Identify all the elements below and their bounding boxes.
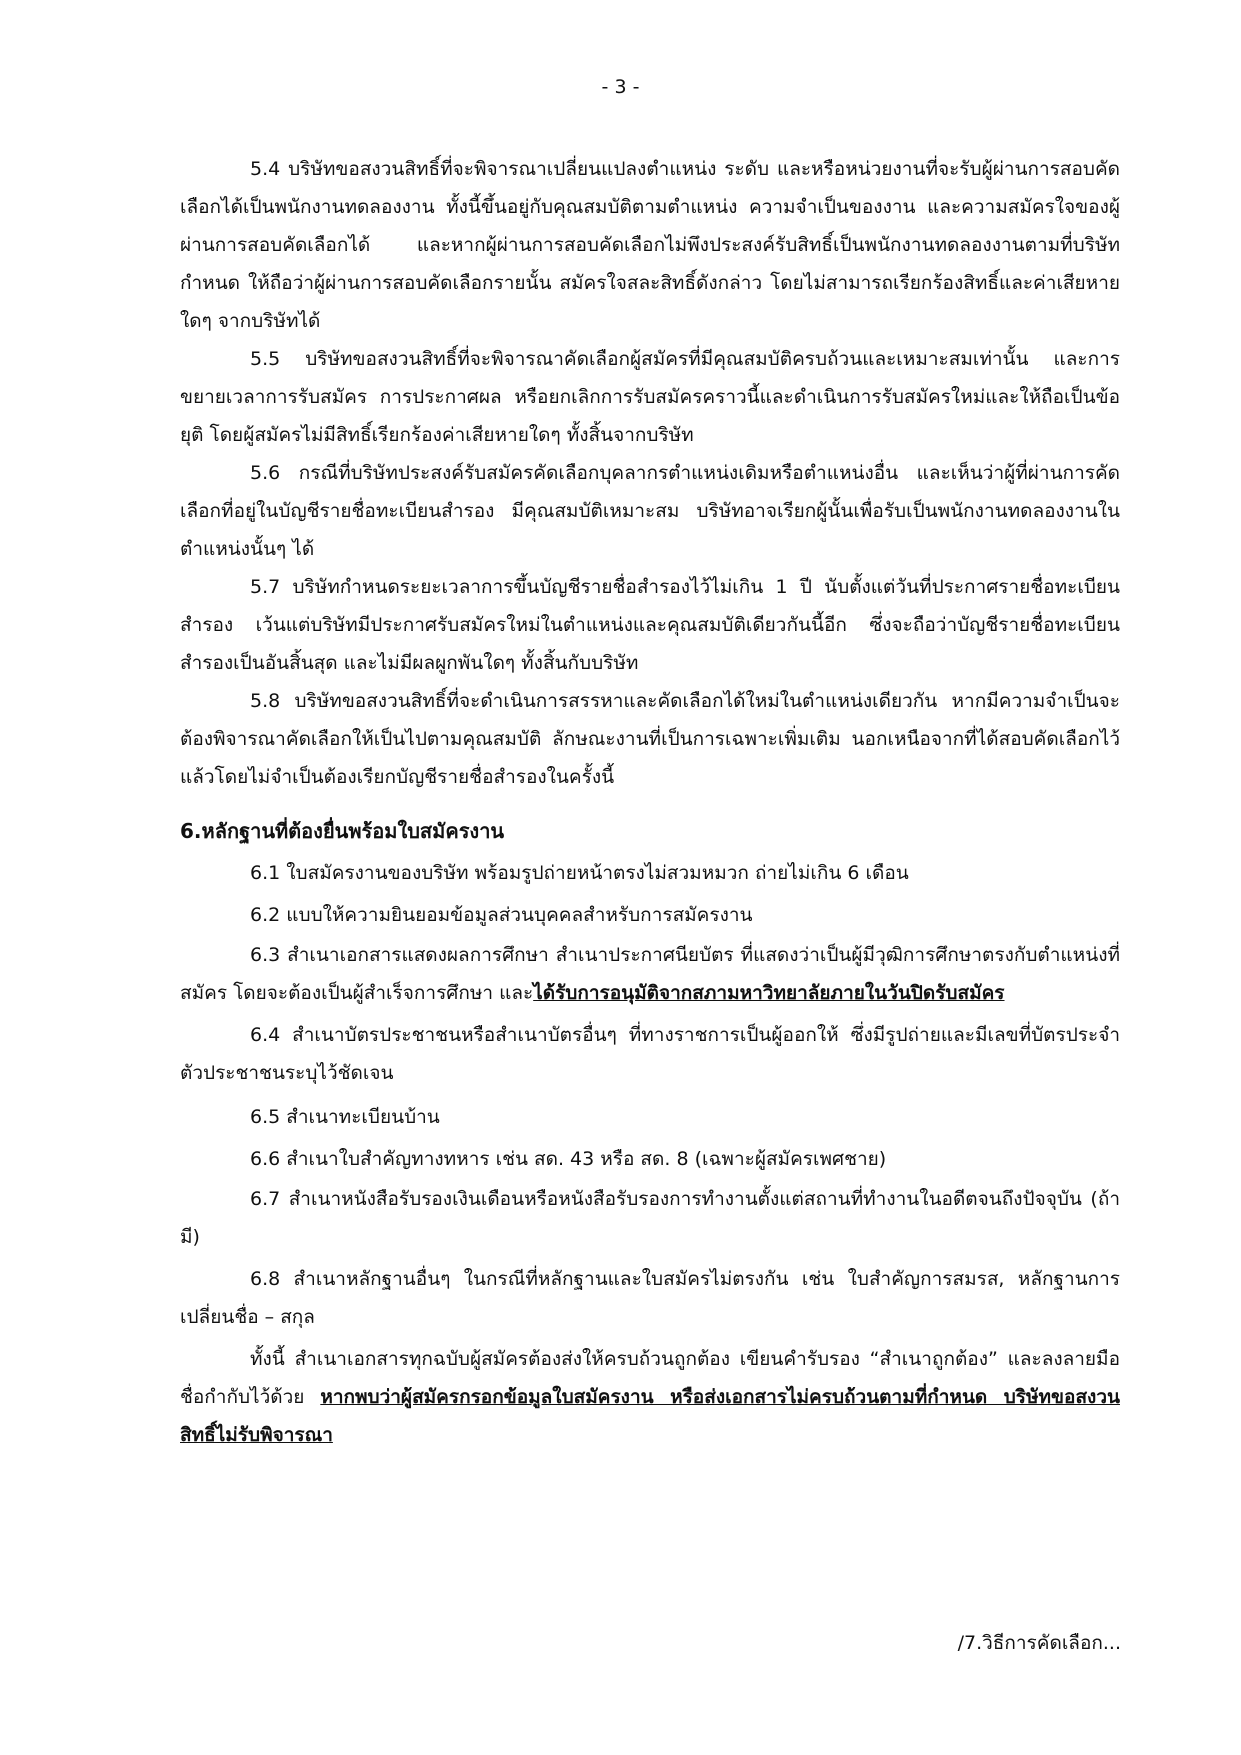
clause-5-5: 5.5 บริษัทขอสงวนสิทธิ์ที่จะพิจารณาคัดเลือกผู้สมัครที่มีคุณสมบัติครบถ้วนและเหมาะสมเท่านั้น และการขยายเวลาการรับสมัคร การประกาศผล หรือยกเลิกการรับสมัครคราวนี้และดำเนินการรับสมัครใหม่และให้ถือเป็นข้อยุติ โดยผู้สมัครไม่มีสิทธิ์เรียกร้องค่าเสียหายใดๆ ทั้งสิ้นจากบริษัท: [180, 348, 1120, 446]
item-6-3-emphasis: ได้รับการอนุมัติจากสภามหาวิทยาลัยภายในวันปิดรับสมัคร: [533, 982, 1005, 1004]
page-number: - 3 -: [601, 76, 640, 98]
clause-5-4: 5.4 บริษัทขอสงวนสิทธิ์ที่จะพิจารณาเปลี่ยนแปลงตำแหน่ง ระดับ และหรือหน่วยงานที่จะรับผู้ผ่านการสอบคัดเลือกได้เป็นพนักงานทดลองงาน ทั้งนี้ขึ้นอยู่กับคุณสมบัติตามตำแหน่ง ความจำเป็นของงาน และความสมัครใจของผู้ผ่านการสอบคัดเลือกได้ และหากผู้ผ่านการสอบคัดเลือกไม่พึงประสงค์รับสิทธิ์เป็นพนักงานทดลองงานตามที่บริษัทกำหนด ให้ถือว่าผู้ผ่านการสอบคัดเลือกรายนั้น สมัครใจสละสิทธิ์ดังกล่าว โดยไม่สามารถเรียกร้องสิทธิ์และค่าเสียหายใดๆ จากบริษัทได้: [180, 158, 1120, 332]
item-6-5: 6.5 สำเนาทะเบียนบ้าน: [250, 1106, 440, 1128]
item-6-3: [180, 936, 1120, 1012]
item-6-3-text: 6.3 สำเนาเอกสารแสดงผลการศึกษา สำเนาประกาศนียบัตร ที่แสดงว่าเป็นผู้มีวุฒิการศึกษาตรงกับตำแหน่งที่สมัคร โดยจะต้องเป็นผู้สำเร็จการศึกษา และ: [180, 944, 1120, 1004]
item-6-2: 6.2 แบบให้ความยินยอมข้อมูลส่วนบุคคลสำหรับการสมัครงาน: [250, 904, 753, 926]
clause-5-7: 5.7 บริษัทกำหนดระยะเวลาการขึ้นบัญชีรายชื่อสำรองไว้ไม่เกิน 1 ปี นับตั้งแต่วันที่ประกาศรายชื่อทะเบียนสำรอง เว้นแต่บริษัทมีประกาศรับสมัครใหม่ในตำแหน่งและคุณสมบัติเดียวกันนี้อีก ซึ่งจะถือว่าบัญชีรายชื่อทะเบียนสำรองเป็นอันสิ้นสุด และไม่มีผลผูกพันใดๆ ทั้งสิ้นกับบริษัท: [180, 576, 1120, 674]
document-body: [180, 150, 1120, 1458]
closing-note: [180, 1340, 1120, 1454]
clause-5-8: 5.8 บริษัทขอสงวนสิทธิ์ที่จะดำเนินการสรรหาและคัดเลือกได้ใหม่ในตำแหน่งเดียวกัน หากมีความจำเป็นจะต้องพิจารณาคัดเลือกให้เป็นไปตามคุณสมบัติ ลักษณะงานที่เป็นการเฉพาะเพิ่มเติม นอกเหนือจากที่ได้สอบคัดเลือกไว้แล้วโดยไม่จำเป็นต้องเรียกบัญชีรายชื่อสำรองในครั้งนี้: [180, 690, 1120, 788]
clause-5-6: 5.6 กรณีที่บริษัทประสงค์รับสมัครคัดเลือกบุคลากรตำแหน่งเดิมหรือตำแหน่งอื่น และเห็นว่าผู้ที่ผ่านการคัดเลือกที่อยู่ในบัญชีรายชื่อทะเบียนสำรอง มีคุณสมบัติเหมาะสม บริษัทอาจเรียกผู้นั้นเพื่อรับเป็นพนักงานทดลองงานในตำแหน่งนั้นๆ ได้: [180, 462, 1120, 560]
item-6-6: 6.6 สำเนาใบสำคัญทางทหาร เช่น สด. 43 หรือ สด. 8 (เฉพาะผู้สมัครเพศชาย): [250, 1148, 887, 1170]
continuation-marker: /7.วิธีการคัดเลือก...: [957, 1632, 1121, 1654]
closing-note-text: ทั้งนี้ สำเนาเอกสารทุกฉบับผู้สมัครต้องส่งให้ครบถ้วนถูกต้อง เขียนคำรับรอง “สำเนาถูกต้อง” และลงลายมือชื่อกำกับไว้ด้วย: [180, 1348, 1120, 1408]
item-6-1: 6.1 ใบสมัครงานของบริษัท พร้อมรูปถ่ายหน้าตรงไม่สวมหมวก ถ่ายไม่เกิน 6 เดือน: [250, 862, 909, 884]
item-6-7: 6.7 สำเนาหนังสือรับรองเงินเดือนหรือหนังสือรับรองการทำงานตั้งแต่สถานที่ทำงานในอดีตจนถึงปัจจุบัน (ถ้ามี): [180, 1188, 1120, 1248]
section-6-heading: 6.หลักฐานที่ต้องยื่นพร้อมใบสมัครงาน: [180, 819, 505, 843]
item-6-4: 6.4 สำเนาบัตรประชาชนหรือสำเนาบัตรอื่นๆ ที่ทางราชการเป็นผู้ออกให้ ซึ่งมีรูปถ่ายและมีเลขที่บัตรประจำตัวประชาชนระบุไว้ชัดเจน: [180, 1024, 1120, 1084]
item-6-8: 6.8 สำเนาหลักฐานอื่นๆ ในกรณีที่หลักฐานและใบสมัครไม่ตรงกัน เช่น ใบสำคัญการสมรส, หลักฐานการเปลี่ยนชื่อ – สกุล: [180, 1268, 1120, 1328]
closing-note-warning: หากพบว่าผู้สมัครกรอกข้อมูลใบสมัครงาน หรือส่งเอกสารไม่ครบถ้วนตามที่กำหนด บริษัทขอสงวนสิทธิ์ไม่รับพิจารณา: [180, 1386, 1120, 1446]
